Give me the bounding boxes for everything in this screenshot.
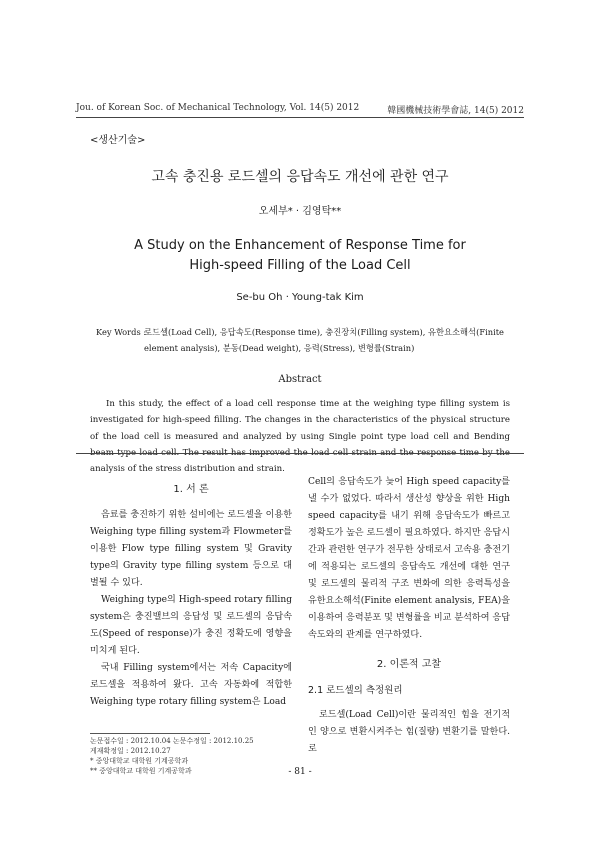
header-divider <box>76 117 524 118</box>
title-english-line-2: High-speed Filling of the Load Cell <box>189 258 411 273</box>
keywords-text: 로드셀(Load Cell), 응답속도(Response time), 충진장치(Filling system), 유한요소해석(Finite element analysis), 분동(Dead weight), 응력(Stress), 변형률(Strain) <box>144 327 504 353</box>
title-korean: 고속 충진용 로드셀의 응답속도 개선에 관한 연구 <box>151 169 449 185</box>
abstract-divider <box>76 453 524 454</box>
authors-korean: 오세부* · 김영탁** <box>258 206 342 217</box>
footnote-affiliation-2: ** 중앙대학교 대학원 기계공학과 <box>90 767 192 775</box>
journal-header-kr: 韓國機械技術學會誌, 14(5) 2012 <box>387 106 524 116</box>
title-english <box>0 236 600 276</box>
journal-header-en: Jou. of Korean Soc. of Mechanical Technology, Vol. 14(5) 2012 <box>76 103 360 113</box>
section-1-title: 1. 서 론 <box>173 484 209 495</box>
footnote-dates-2: 게재확정일 : 2012.10.27 <box>90 747 171 755</box>
intro-paragraph-2: Weighing type의 High-speed rotary filling system은 충진밸브의 응답성 및 로드셀의 응답속도(Speed of response)가 충진 정확도에 영향을 미치게 된다. <box>90 595 293 656</box>
article-category: <생산기술> <box>90 135 146 146</box>
left-column <box>90 481 292 711</box>
subsection-2-1-title: 2.1 로드셀의 측정원리 <box>308 685 403 696</box>
right-column <box>308 474 510 758</box>
footnote-affiliation-1: * 중앙대학교 대학원 기계공학과 <box>90 757 189 765</box>
intro-continuation: Cell의 응답속도가 늦어 High speed capacity를 낼 수가 없었다. 따라서 생산성 향상을 위한 High speed capacity를 내기 위해 응답속도가 빠르고 정확도가 높은 로드셀이 필요하였다. 하지만 응답시간과 관련한 연구가 전무한 상태로서 고속용 충전기에 적용되는 로드셀의 응답속도 개선에 대한 연구 및 로드셀의 물리적 구조 변화에 의한 응력특성을 유한요소해석(Finite element analysis, FEA)을 이용하여 응력분포 및 변형률을 비교 분석하여 응답속도와의 관계를 연구하였다. <box>308 477 510 640</box>
keywords-label: Key Words : <box>96 327 147 337</box>
page-number: - 81 - <box>288 767 312 777</box>
intro-paragraph-3: 국내 Filling system에서는 저속 Capacity에 로드셀을 적용하여 왔다. 고속 자동화에 적합한 Weighing type rotary filling system은 Load <box>90 663 292 707</box>
footnote-dates-1: 논문접수일 : 2012.10.04 논문수정일 : 2012.10.25 <box>90 737 254 745</box>
authors-english: Se-bu Oh · Young-tak Kim <box>236 292 364 303</box>
title-english-line-1: A Study on the Enhancement of Response Time for <box>134 238 466 253</box>
abstract-text: In this study, the effect of a load cell response time at the weighing type filling system is investigated for high-speed filling. The changes in the characteristics of the physical structure of the load cell is measured and analyzed by using Single point type load cell and Bending beam type load cell. The result has improved the load cell strain and the response time by the analysis of the stress distribution and strain. <box>90 399 510 475</box>
intro-paragraph-1: 음료를 충진하기 위한 설비에는 로드셀을 이용한 Weighing type filling system과 Flowmeter를 이용한 Flow type filling system 및 Gravity type의 Gravity type filling system 등으로 대별될 수 있다. <box>90 510 292 588</box>
section-2-title: 2. 이론적 고찰 <box>376 659 442 670</box>
section-2-paragraph: 로드셀(Load Cell)이란 물리적인 힘을 전기적인 양으로 변환시켜주는 힘(질량) 변환기를 말한다. 로 <box>308 710 510 754</box>
abstract-title: Abstract <box>278 374 322 385</box>
footnote-divider <box>90 733 210 734</box>
